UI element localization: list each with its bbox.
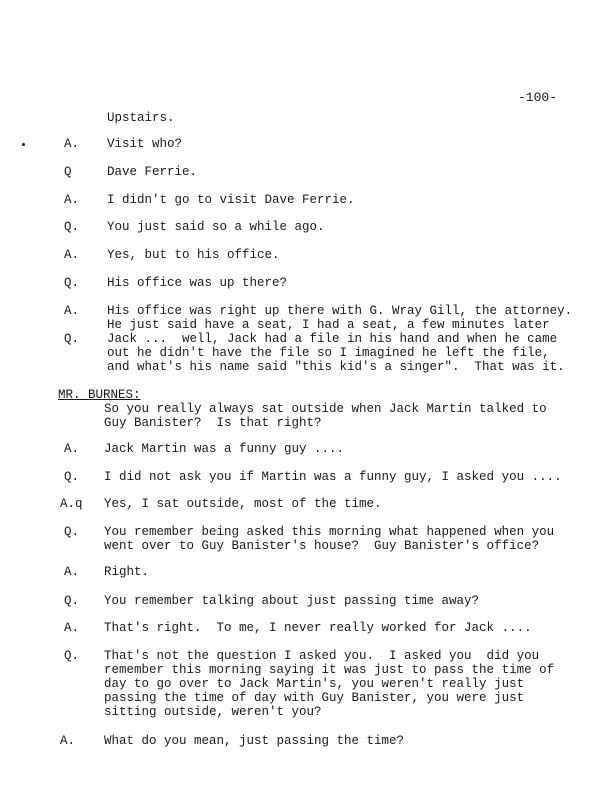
transcript-line: Jack Martin was a funny guy ....	[104, 442, 345, 456]
transcript-line: remember this morning saying it was just to pass the time of	[104, 663, 555, 677]
transcript-line: day to go over to Jack Martin's, you weren't really just	[104, 677, 525, 691]
transcript-line: Yes, I sat outside, most of the time.	[104, 497, 382, 511]
speaker-heading: MR. BURNES:	[58, 388, 141, 402]
transcript-line: went over to Guy Banister's house? Guy Banister's office?	[104, 539, 540, 553]
speaker-label: Q.	[64, 332, 80, 346]
transcript-line: His office was up there?	[107, 276, 288, 290]
transcript-line: You remember talking about just passing time away?	[104, 594, 480, 608]
transcript-line: Visit who?	[107, 137, 183, 151]
speaker-label: A.	[64, 248, 80, 262]
speaker-label: Q.	[64, 525, 80, 539]
speaker-label: Q.	[64, 220, 80, 234]
transcript-line: His office was right up there with G. Wray Gill, the attorney.	[107, 304, 573, 318]
transcript-line: Guy Banister? Is that right?	[104, 416, 322, 430]
transcript-line: Right.	[104, 565, 150, 579]
transcript-line: Upstairs.	[107, 111, 175, 125]
speaker-label: A.	[64, 137, 80, 151]
speaker-label: Q	[64, 165, 72, 179]
transcript-line: Dave Ferrie.	[107, 165, 198, 179]
transcript-line: So you really always sat outside when Jack Martin talked to	[104, 402, 547, 416]
speaker-label: A.	[64, 193, 80, 207]
speaker-label: A.q	[60, 497, 83, 511]
transcript-line: and what's his name said "this kid's a singer". That was it.	[107, 360, 565, 374]
transcript-line: That's not the question I asked you. I asked you did you	[104, 649, 540, 663]
speaker-label: A.	[64, 304, 80, 318]
transcript-line: That's right. To me, I never really worked for Jack ....	[104, 621, 532, 635]
page-number: -100-	[518, 90, 558, 105]
transcript-line: I didn't go to visit Dave Ferrie.	[107, 193, 355, 207]
transcript-line: Jack ... well, Jack had a file in his hand and when he came	[107, 332, 558, 346]
speaker-label: Q.	[64, 470, 80, 484]
transcript-line: out he didn't have the file so I imagined he left the file,	[107, 346, 550, 360]
speaker-label: A.	[64, 621, 80, 635]
transcript-line: You just said so a while ago.	[107, 220, 325, 234]
speaker-label: Q.	[64, 276, 80, 290]
transcript-line: I did not ask you if Martin was a funny guy, I asked you ....	[104, 470, 562, 484]
transcript-line: passing the time of day with Guy Banister, you were just	[104, 691, 525, 705]
transcript-line: He just said have a seat, I had a seat, a few minutes later	[107, 318, 550, 332]
transcript-line: Yes, but to his office.	[107, 248, 280, 262]
transcript-line: What do you mean, just passing the time?	[104, 734, 405, 748]
transcript-line: You remember being asked this morning what happened when you	[104, 525, 555, 539]
speaker-label: Q.	[64, 649, 80, 663]
speaker-label: A.	[60, 734, 76, 748]
stray-mark	[22, 143, 25, 146]
speaker-label: A.	[64, 565, 80, 579]
speaker-label: A.	[64, 442, 80, 456]
transcript-line: sitting outside, weren't you?	[104, 705, 322, 719]
speaker-label: Q.	[64, 594, 80, 608]
